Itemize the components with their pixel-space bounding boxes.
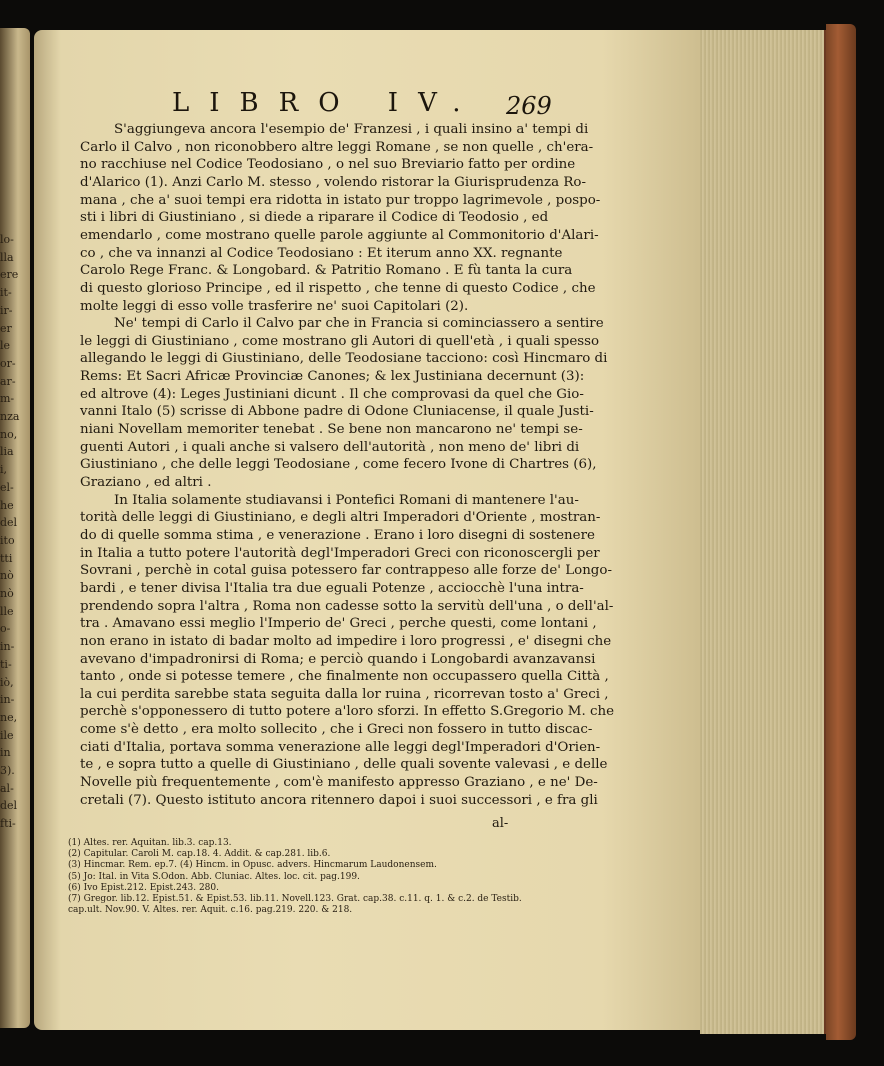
left-page-fragment: ti- xyxy=(0,658,12,670)
body-line: sti i libri di Giustiniano , si diede a riparare il Codice di Teodosio , ed xyxy=(80,210,549,226)
footnote-line: (5) Jo: Ital. in Vita S.Odon. Abb. Cluniac. Altes. loc. cit. pag.199. xyxy=(68,871,360,882)
footnote-line: (2) Capitular. Caroli M. cap.18. 4. Addit. & cap.281. lib.6. xyxy=(68,849,331,860)
left-page-fragment: del xyxy=(0,800,18,812)
left-page-fragment: ito xyxy=(0,534,15,546)
footnote-line: cap.ult. Nov.90. V. Altes. rer. Aquit. c.16. pag.219. 220. & 218. xyxy=(68,905,353,916)
left-page-fragment: del xyxy=(0,517,18,529)
body-line: Sovrani , perchè in cotal guisa potessero far contrappeso alle forze de' Longo- xyxy=(80,563,612,579)
body-line: tanto , onde si potesse temere , che finalmente non occupassero quella Città , xyxy=(80,669,609,685)
page-number: 269 xyxy=(506,92,552,120)
body-line: non erano in istato di badar molto ad impedire i loro progressi , e' disegni che xyxy=(80,633,612,649)
body-line: te , e sopra tutto a quelle di Giustiniano , delle quali sovente valevasi , e delle xyxy=(80,757,608,773)
page-block-edge xyxy=(700,30,830,1034)
left-page-fragment: lia xyxy=(0,446,14,458)
footnote-line: (7) Gregor. lib.12. Epist.51. & Epist.53. lib.11. Novell.123. Grat. cap.38. c.11. q. 1. & c.2. de Testib. xyxy=(68,894,522,904)
body-line: perchè s'opponessero di tutto potere a'loro sforzi. In effetto S.Gregorio M. che xyxy=(80,704,615,720)
left-page-fragment: nza xyxy=(0,411,20,422)
body-line: prendendo sopra l'altra , Roma non cadesse sotto la servitù dell'una , o dell'al- xyxy=(80,598,614,614)
body-line: la cui perdita sarebbe stata seguita dalla lor ruina , ricorrevan tosto a' Greci , xyxy=(80,686,609,702)
body-line: d'Alarico (1). Anzi Carlo M. stesso , volendo ristorar la Giurisprudenza Ro- xyxy=(80,174,587,190)
body-line: Giustiniano , che delle leggi Teodosiane , come fecero Ivone di Chartres (6), xyxy=(80,457,597,473)
book-cover xyxy=(826,24,856,1040)
body-line: Rems: Et Sacri Africæ Provinciæ Canones; & lex Justiniana decernunt (3): xyxy=(80,369,585,385)
body-line: Ne' tempi di Carlo il Calvo par che in Francia si cominciassero a sentire xyxy=(114,316,604,332)
footnote-line: (3) Hincmar. Rem. ep.7. (4) Hincm. in Opusc. advers. Hincmarum Laudonensem. xyxy=(68,860,437,871)
left-page-fragment: ere xyxy=(0,269,19,281)
body-line: In Italia solamente studiavansi i Pontefici Romani di mantenere l'au- xyxy=(114,492,579,508)
book-page xyxy=(34,30,702,1030)
left-page-fragment: he xyxy=(0,499,14,511)
body-line: bardi , e tener divisa l'Italia tra due eguali Potenze , acciocchè l'una intra- xyxy=(80,580,584,596)
body-line: emendarlo , come mostrano quelle parole aggiunte al Commonitorio d'Alari- xyxy=(80,227,599,243)
body-line: no racchiuse nel Codice Teodosiano , o nel suo Breviario fatto per ordine xyxy=(80,157,576,173)
body-line: molte leggi di esso volle trasferire ne' suoi Capitolari (2). xyxy=(80,298,469,314)
left-page-fragment: le xyxy=(0,340,11,352)
body-line: avevano d'impadronirsi di Roma; e perciò quando i Longobardi avanzavansi xyxy=(80,651,596,667)
body-line: ciati d'Italia, portava somma venerazione alle leggi degl'Imperadori d'Orien- xyxy=(80,739,601,755)
left-page-fragment: ir- xyxy=(0,304,13,316)
left-page-fragment: lle xyxy=(0,605,14,617)
left-page-fragment: 3). xyxy=(0,765,15,776)
left-page-fragment: ar- xyxy=(0,375,16,387)
body-line: Novelle più frequentemente , com'è manifesto appresso Graziano , e ne' De- xyxy=(80,775,598,791)
left-page-fragment: lla xyxy=(0,251,14,263)
body-line: vanni Italo (5) scrisse di Abbone padre di Odone Cluniacense, il quale Justi- xyxy=(80,404,594,420)
body-line: le leggi di Giustiniano , come mostrano gli Autori di quell'età , i quali spesso xyxy=(80,333,600,349)
left-page-fragment: in- xyxy=(0,641,15,653)
body-line: mana , che a' suoi tempi era ridotta in istato pur troppo lagrimevole , pospo- xyxy=(80,192,601,208)
left-page-fragment: no, xyxy=(0,428,18,440)
body-line: torità delle leggi di Giustiniano, e degli altri Imperadori d'Oriente , mostran- xyxy=(80,510,601,526)
footnote-line: (1) Altes. rer. Aquitan. lib.3. cap.13. xyxy=(68,838,232,848)
left-page-fragment: m- xyxy=(0,393,15,405)
left-page-fragment: i, xyxy=(0,464,8,476)
left-page-fragment: nò xyxy=(0,588,14,599)
left-page-fragment: or- xyxy=(0,357,16,369)
left-page-fragment: it- xyxy=(0,287,12,299)
left-page-fragment: fti- xyxy=(0,818,16,830)
footnote-line: (6) Ivo Epist.212. Epist.243. 280. xyxy=(68,882,219,893)
body-line: do di quelle somma stima , e venerazione . Erano i loro disegni di sostenere xyxy=(80,527,595,543)
body-line: ed altrove (4): Leges Justiniani dicunt . Il che comprovasi da quel che Gio- xyxy=(80,386,584,402)
body-line: tra . Amavano essi meglio l'Imperio de' Greci , perche questi, come lontani , xyxy=(80,616,597,632)
running-head: LIBRO IV. xyxy=(172,88,481,118)
body-line: come s'è detto , era molto sollecito , che i Greci non fossero in tutto discac- xyxy=(80,722,593,738)
body-line: in Italia a tutto potere l'autorità degl'Imperadori Greci con riconoscergli per xyxy=(80,545,600,561)
body-line: allegando le leggi di Giustiniano, delle Teodosiane tacciono: così Hincmaro di xyxy=(80,351,608,367)
left-page-fragment: el- xyxy=(0,481,14,493)
body-line: cretali (7). Questo istituto ancora ritennero dapoi i suoi successori , e fra gli xyxy=(80,792,598,808)
left-page-fragment: al- xyxy=(0,782,14,794)
body-line: Graziano , ed altri . xyxy=(80,475,212,490)
left-page-fragment: o- xyxy=(0,623,11,635)
catchword: al- xyxy=(492,816,509,831)
body-line: Carlo il Calvo , non riconobbero altre leggi Romane , se non quelle , ch'era- xyxy=(80,139,594,155)
body-line: co , che va innanzi al Codice Teodosiano : Et iterum anno XX. regnante xyxy=(80,245,563,261)
left-page-fragment: er xyxy=(0,322,12,334)
left-page-fragment: lo- xyxy=(0,234,14,245)
body-line: Carolo Rege Franc. & Longobard. & Patritio Romano . E fù tanta la cura xyxy=(80,263,573,279)
left-page-fragment: iò, xyxy=(0,676,14,688)
left-page-edge xyxy=(0,28,30,1028)
body-line: niani Novellam memoriter tenebat . Se bene non mancarono ne' tempi se- xyxy=(80,422,583,438)
left-page-fragment: in- xyxy=(0,694,15,706)
left-page-fragment: ile xyxy=(0,729,14,741)
left-page-fragment: tti xyxy=(0,552,13,564)
body-line: di questo glorioso Principe , ed il rispetto , che tenne di questo Codice , che xyxy=(80,280,596,296)
left-page-fragment: nò xyxy=(0,570,14,582)
body-line: S'aggiungeva ancora l'esempio de' Franzesi , i quali insino a' tempi di xyxy=(114,122,589,137)
left-page-fragment: in xyxy=(0,747,11,759)
left-page-fragment: ne, xyxy=(0,711,18,723)
body-line: guenti Autori , i quali anche si valsero dell'autorità , non meno de' libri di xyxy=(80,439,580,455)
